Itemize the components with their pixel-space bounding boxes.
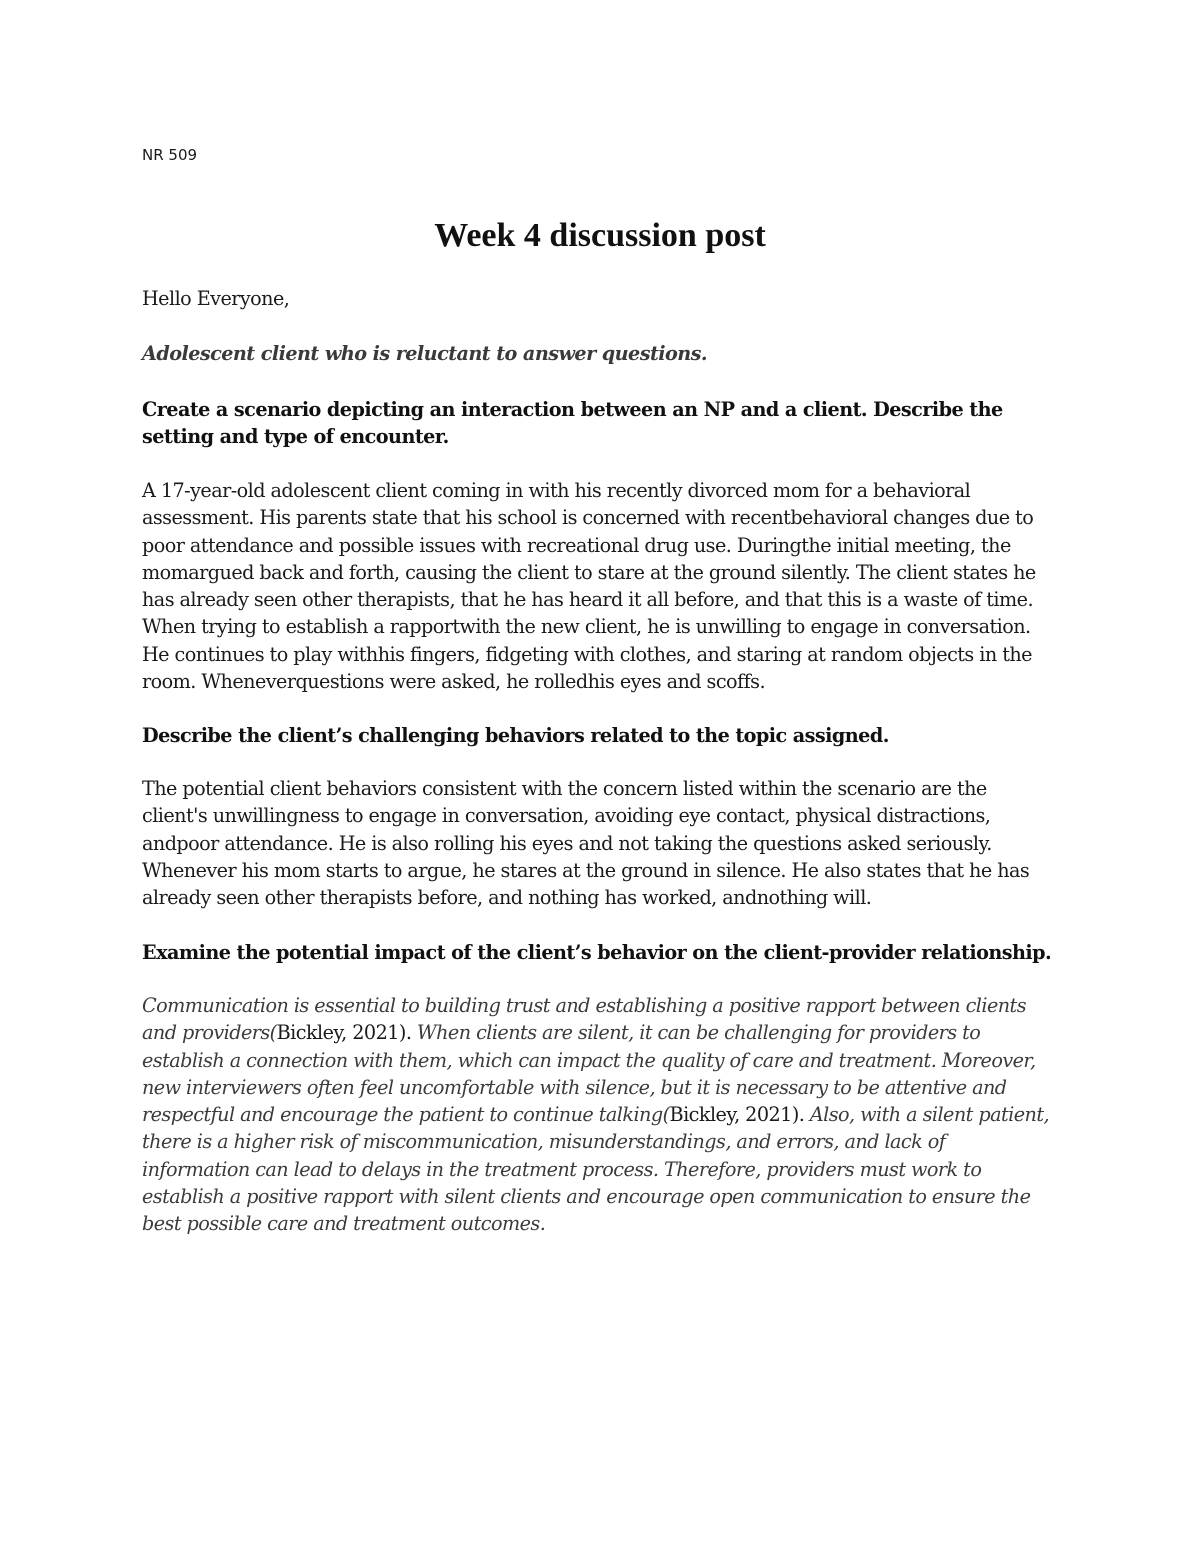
page-title: Week 4 discussion post	[434, 217, 766, 254]
answer-paragraph	[142, 992, 1057, 1238]
course-code: NR 509	[142, 146, 198, 164]
answer-paragraph: The potential client behaviors consistent with the concern listed within the scenario are the client's unwillingness to engage in conversation, avoiding eye contact, physical distractions, andpoor attendance. He is also rolling his eyes and not taking the questions asked seriously. Whenever his mom starts to argue, he stares at the ground in silence. He also states that he has already seen other therapists before, and nothing has worked, andnothing will.	[142, 777, 1030, 910]
answer-text: When clients are silent, it can be challenging for providers to establish a connection with them, which can impact the quality of care and treatment. Moreover, new interviewers often feel uncomfortable with silence, but it is necessary to be attentive and respectful and encourage the patient to continue talking(	[142, 1021, 1036, 1127]
greeting: Hello Everyone,	[142, 287, 290, 310]
topic-line: Adolescent client who is reluctant to answer questions.	[142, 342, 708, 365]
answer-text: Communication is essential to building trust and establishing a positive rapport between clients and providers(	[142, 994, 1027, 1045]
answer-text: Also, with a silent patient, there is a higher risk of miscommunication, misunderstandings, and errors, and lack of information can lead to delays in the treatment process. Therefore, providers must work to establish a positive rapport with silent clients and encourage open communication to ensure the best possible care and treatment outcomes.	[142, 1103, 1050, 1236]
question-heading: Create a scenario depicting an interaction between an NP and a client. Describe the setting and type of encounter.	[142, 398, 1003, 449]
question-heading: Describe the client’s challenging behaviors related to the topic assigned.	[142, 724, 889, 747]
citation: Bickley, 2021).	[276, 1021, 412, 1045]
citation: Bickley, 2021).	[669, 1103, 805, 1127]
answer-paragraph: A 17-year-old adolescent client coming in with his recently divorced mom for a behavioral assessment. His parents state that his school is concerned with recentbehavioral changes due to poor attendance and possible issues with recreational drug use. Duringthe initial meeting, the momargued back and forth, causing the client to stare at the ground silently. The client states he has already seen other therapists, that he has heard it all before, and that this is a waste of time. When trying to establish a rapportwith the new client, he is unwilling to engage in conversation. He continues to play withhis fingers, fidgeting with clothes, and staring at random objects in the room. Wheneverquestions were asked, he rolledhis eyes and scoffs.	[142, 479, 1036, 694]
question-heading: Examine the potential impact of the client’s behavior on the client-provider relationship.	[142, 941, 1052, 964]
